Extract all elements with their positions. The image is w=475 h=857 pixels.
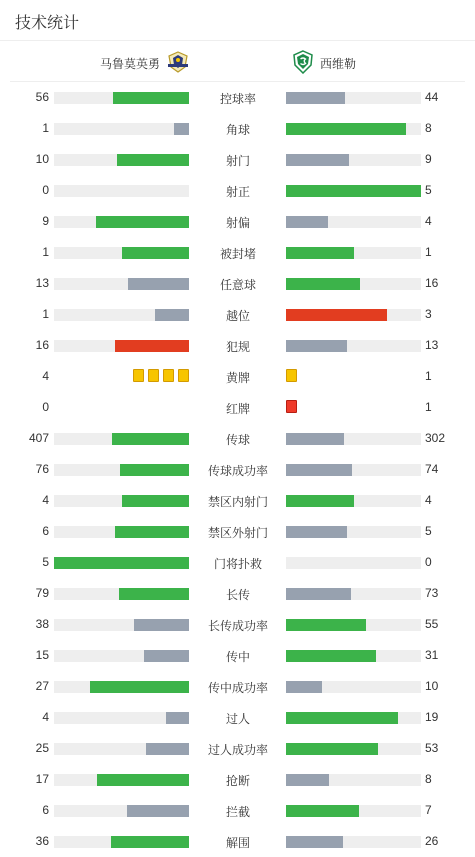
page-title: 技术统计 (15, 15, 80, 32)
home-bar-fill (127, 805, 189, 817)
away-bar-fill (286, 805, 359, 817)
stat-label: 解围 (225, 836, 250, 850)
stat-home-value: 407 (28, 431, 49, 445)
home-bar-track (54, 309, 189, 321)
home-bar-track (54, 154, 189, 166)
home-bar-fill (119, 588, 189, 600)
stat-row (0, 454, 475, 485)
stat-home-value: 9 (42, 214, 49, 228)
stat-home-value: 76 (35, 462, 49, 476)
stat-row (0, 733, 475, 764)
stat-away-value: 7 (425, 803, 432, 817)
stat-row (0, 175, 475, 206)
stat-home-value: 16 (35, 338, 49, 352)
stat-row (0, 423, 475, 454)
stat-home-value: 25 (35, 741, 49, 755)
stat-row (0, 609, 475, 640)
home-bar-track (54, 464, 189, 476)
stat-label: 过人 (225, 712, 250, 726)
away-bar-track (286, 588, 421, 600)
stat-row (0, 826, 475, 857)
yellow-card-icon (148, 369, 159, 382)
away-bar-fill (286, 774, 329, 786)
home-bar-track (54, 340, 189, 352)
stat-home-value: 13 (35, 276, 49, 290)
stat-away-value: 74 (425, 462, 439, 476)
away-cards (286, 400, 297, 413)
stat-away-value: 26 (425, 834, 439, 848)
stat-row (0, 206, 475, 237)
away-bar-track (286, 557, 421, 569)
home-bar-track (54, 247, 189, 259)
stat-label: 门将扑救 (213, 557, 262, 571)
away-bar-fill (286, 123, 406, 135)
away-bar-fill (286, 92, 345, 104)
stat-away-value: 0 (425, 555, 432, 569)
away-bar-track (286, 712, 421, 724)
away-bar-track (286, 495, 421, 507)
stat-label: 任意球 (219, 278, 256, 292)
stats-list (0, 81, 475, 857)
stat-label: 黄牌 (225, 371, 250, 385)
stat-row (0, 144, 475, 175)
green-shield-icon (292, 50, 314, 77)
away-bar-track (286, 309, 421, 321)
stat-label: 红牌 (225, 402, 250, 416)
home-bar-fill (122, 247, 190, 259)
stat-row (0, 671, 475, 702)
home-bar-fill (128, 278, 189, 290)
stat-away-value: 16 (425, 276, 439, 290)
stat-label: 长传 (225, 588, 250, 602)
stat-home-value: 4 (42, 493, 49, 507)
stat-away-value: 8 (425, 121, 432, 135)
stat-label: 传球 (225, 433, 250, 447)
home-bar-track (54, 92, 189, 104)
stat-label: 拦截 (225, 805, 250, 819)
stat-home-value: 6 (42, 803, 49, 817)
away-bar-track (286, 526, 421, 538)
home-bar-track (54, 836, 189, 848)
home-cards (133, 369, 189, 382)
away-bar-fill (286, 743, 378, 755)
away-bar-fill (286, 650, 376, 662)
home-bar-fill (97, 774, 189, 786)
home-bar-fill (115, 526, 189, 538)
stat-home-value: 15 (35, 648, 49, 662)
stat-label: 抢断 (225, 774, 250, 788)
stat-row (0, 299, 475, 330)
stat-row (0, 330, 475, 361)
away-bar-fill (286, 495, 354, 507)
away-bar-fill (286, 836, 343, 848)
title-divider (0, 40, 475, 41)
away-team[interactable] (292, 50, 356, 77)
stat-home-value: 1 (42, 121, 49, 135)
stat-label: 传中成功率 (207, 681, 268, 695)
stat-away-value: 1 (425, 245, 432, 259)
stat-row (0, 640, 475, 671)
home-bar-fill (113, 92, 189, 104)
away-bar-fill (286, 588, 351, 600)
home-bar-track (54, 681, 189, 693)
home-team[interactable] (100, 50, 190, 77)
stat-row (0, 361, 475, 392)
stat-away-value: 31 (425, 648, 439, 662)
away-bar-fill (286, 340, 347, 352)
home-bar-fill (122, 495, 190, 507)
home-bar-track (54, 774, 189, 786)
stat-away-value: 1 (425, 369, 432, 383)
away-cards (286, 369, 297, 382)
stat-away-value: 4 (425, 493, 432, 507)
away-bar-fill (286, 216, 328, 228)
stat-label: 控球率 (219, 92, 256, 106)
stat-label: 传球成功率 (207, 464, 268, 478)
away-bar-track (286, 433, 421, 445)
stat-row (0, 547, 475, 578)
home-bar-track (54, 278, 189, 290)
home-bar-track (54, 588, 189, 600)
away-bar-track (286, 805, 421, 817)
red-card-icon (286, 400, 297, 413)
away-bar-fill (286, 464, 352, 476)
stat-row (0, 516, 475, 547)
yellow-card-icon (178, 369, 189, 382)
stat-home-value: 1 (42, 307, 49, 321)
away-bar-track (286, 278, 421, 290)
away-bar-fill (286, 526, 347, 538)
stat-label: 角球 (225, 123, 250, 137)
home-bar-fill (174, 123, 189, 135)
stat-label: 传中 (225, 650, 250, 664)
stat-label: 被封堵 (219, 247, 256, 261)
stat-home-value: 10 (35, 152, 49, 166)
home-bar-fill (144, 650, 189, 662)
away-bar-track (286, 774, 421, 786)
stat-row (0, 392, 475, 423)
away-bar-fill (286, 185, 421, 197)
stat-home-value: 0 (42, 183, 49, 197)
stat-away-value: 9 (425, 152, 432, 166)
stat-home-value: 0 (42, 400, 49, 414)
yellow-card-icon (133, 369, 144, 382)
home-bar-fill (120, 464, 189, 476)
away-bar-fill (286, 154, 349, 166)
stat-away-value: 1 (425, 400, 432, 414)
stat-away-value: 10 (425, 679, 439, 693)
stat-away-value: 8 (425, 772, 432, 786)
away-bar-track (286, 185, 421, 197)
stat-away-value: 5 (425, 524, 432, 538)
stat-away-value: 73 (425, 586, 439, 600)
home-bar-fill (96, 216, 189, 228)
home-bar-fill (117, 154, 189, 166)
stat-row (0, 113, 475, 144)
stat-row (0, 82, 475, 113)
stat-home-value: 38 (35, 617, 49, 631)
stat-label: 越位 (225, 309, 250, 323)
stat-row (0, 485, 475, 516)
home-bar-track (54, 650, 189, 662)
home-bar-fill (146, 743, 189, 755)
away-bar-track (286, 247, 421, 259)
away-bar-fill (286, 309, 387, 321)
stat-label: 禁区外射门 (207, 526, 268, 540)
home-bar-track (54, 123, 189, 135)
home-bar-track (54, 185, 189, 197)
away-bar-fill (286, 681, 322, 693)
stat-home-value: 36 (35, 834, 49, 848)
stat-label: 长传成功率 (207, 619, 268, 633)
home-bar-track (54, 619, 189, 631)
stat-row (0, 268, 475, 299)
home-bar-fill (112, 433, 189, 445)
stat-home-value: 4 (42, 710, 49, 724)
stat-away-value: 302 (425, 431, 446, 445)
stat-home-value: 1 (42, 245, 49, 259)
home-bar-track (54, 216, 189, 228)
stat-away-value: 19 (425, 710, 439, 724)
away-team-name: 西维勒 (320, 57, 357, 71)
stat-label: 禁区内射门 (207, 495, 268, 509)
away-bar-track (286, 123, 421, 135)
home-bar-fill (155, 309, 189, 321)
stat-row (0, 795, 475, 826)
stat-away-value: 3 (425, 307, 432, 321)
away-bar-track (286, 650, 421, 662)
away-bar-fill (286, 619, 366, 631)
stat-row (0, 764, 475, 795)
home-bar-fill (90, 681, 189, 693)
home-bar-track (54, 526, 189, 538)
home-team-name: 马鲁莫英勇 (99, 57, 160, 71)
stat-away-value: 13 (425, 338, 439, 352)
away-bar-track (286, 340, 421, 352)
away-bar-fill (286, 247, 354, 259)
stat-row (0, 578, 475, 609)
stat-row (0, 237, 475, 268)
away-bar-track (286, 92, 421, 104)
stat-home-value: 6 (42, 524, 49, 538)
stat-label: 射正 (225, 185, 250, 199)
stat-row (0, 702, 475, 733)
stat-away-value: 53 (425, 741, 439, 755)
stat-home-value: 5 (42, 555, 49, 569)
away-bar-track (286, 216, 421, 228)
stat-home-value: 56 (35, 90, 49, 104)
maroon-crest-icon (166, 50, 190, 77)
away-bar-track (286, 681, 421, 693)
away-bar-track (286, 464, 421, 476)
stat-home-value: 4 (42, 369, 49, 383)
home-bar-track (54, 495, 189, 507)
stat-away-value: 55 (425, 617, 439, 631)
home-bar-track (54, 712, 189, 724)
home-bar-fill (134, 619, 189, 631)
home-bar-fill (115, 340, 189, 352)
away-bar-fill (286, 278, 360, 290)
team-header (0, 47, 475, 81)
yellow-card-icon (163, 369, 174, 382)
stat-home-value: 27 (35, 679, 49, 693)
home-bar-fill (54, 557, 189, 569)
stat-away-value: 4 (425, 214, 432, 228)
stat-label: 犯规 (225, 340, 250, 354)
stat-label: 射偏 (225, 216, 250, 230)
home-bar-track (54, 805, 189, 817)
stat-label: 射门 (225, 154, 250, 168)
away-bar-fill (286, 433, 344, 445)
stat-away-value: 5 (425, 183, 432, 197)
home-bar-track (54, 743, 189, 755)
away-bar-fill (286, 712, 398, 724)
home-bar-track (54, 433, 189, 445)
stat-home-value: 79 (35, 586, 49, 600)
home-bar-track (54, 557, 189, 569)
home-bar-fill (111, 836, 189, 848)
home-bar-fill (166, 712, 189, 724)
away-bar-track (286, 619, 421, 631)
yellow-card-icon (286, 369, 297, 382)
stat-away-value: 44 (425, 90, 439, 104)
away-bar-track (286, 743, 421, 755)
stat-home-value: 17 (35, 772, 49, 786)
away-bar-track (286, 154, 421, 166)
away-bar-track (286, 836, 421, 848)
stat-label: 过人成功率 (207, 743, 268, 757)
